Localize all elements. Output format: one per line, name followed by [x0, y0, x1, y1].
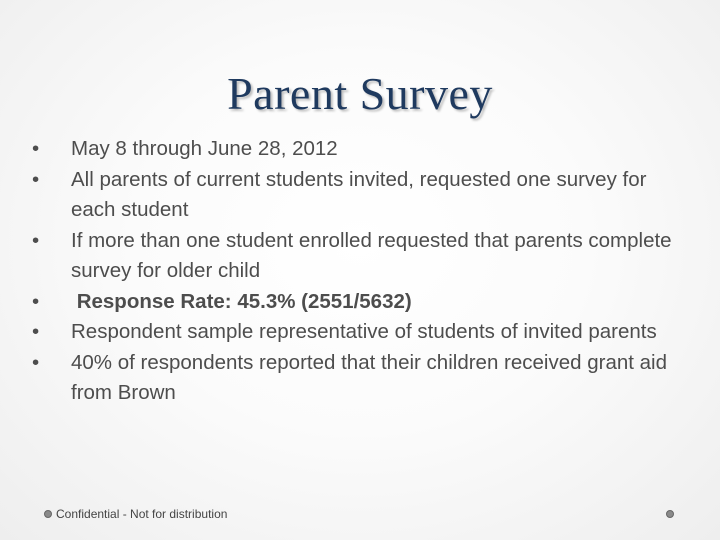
circle-dot-icon	[666, 510, 674, 518]
footer-text: Confidential - Not for distribution	[56, 507, 228, 521]
circle-dot-icon	[44, 510, 52, 518]
bullet-item	[32, 134, 692, 165]
bullet-list	[32, 134, 692, 409]
bullet-text: If more than one student enrolled requested that parents complete survey for older child	[71, 228, 672, 282]
bullet-marker-icon: •	[32, 167, 40, 191]
bullet-text: Respondent sample representative of students of invited parents	[71, 320, 657, 343]
bullet-item	[32, 317, 692, 348]
bullet-marker-icon: •	[32, 320, 40, 343]
bullet-marker-icon: •	[32, 137, 40, 160]
bullet-text: 40% of respondents reported that their children received grant aid from Brown	[71, 350, 668, 404]
bullet-text: May 8 through June 28, 2012	[71, 137, 338, 160]
bullet-item	[32, 348, 692, 409]
bullet-text-response-rate: Response Rate: 45.3% (2551/5632)	[71, 289, 412, 313]
bullet-item	[32, 287, 692, 318]
bullet-item	[32, 226, 692, 287]
bullet-text: All parents of current students invited, requested one survey for each student	[71, 167, 647, 221]
footer	[44, 505, 227, 523]
bullet-item	[32, 165, 692, 226]
bullet-marker-icon: •	[32, 350, 40, 374]
slide-title: Parent Survey	[227, 68, 493, 119]
bullet-marker-icon: •	[32, 228, 40, 252]
bullet-marker-icon: •	[32, 289, 40, 313]
